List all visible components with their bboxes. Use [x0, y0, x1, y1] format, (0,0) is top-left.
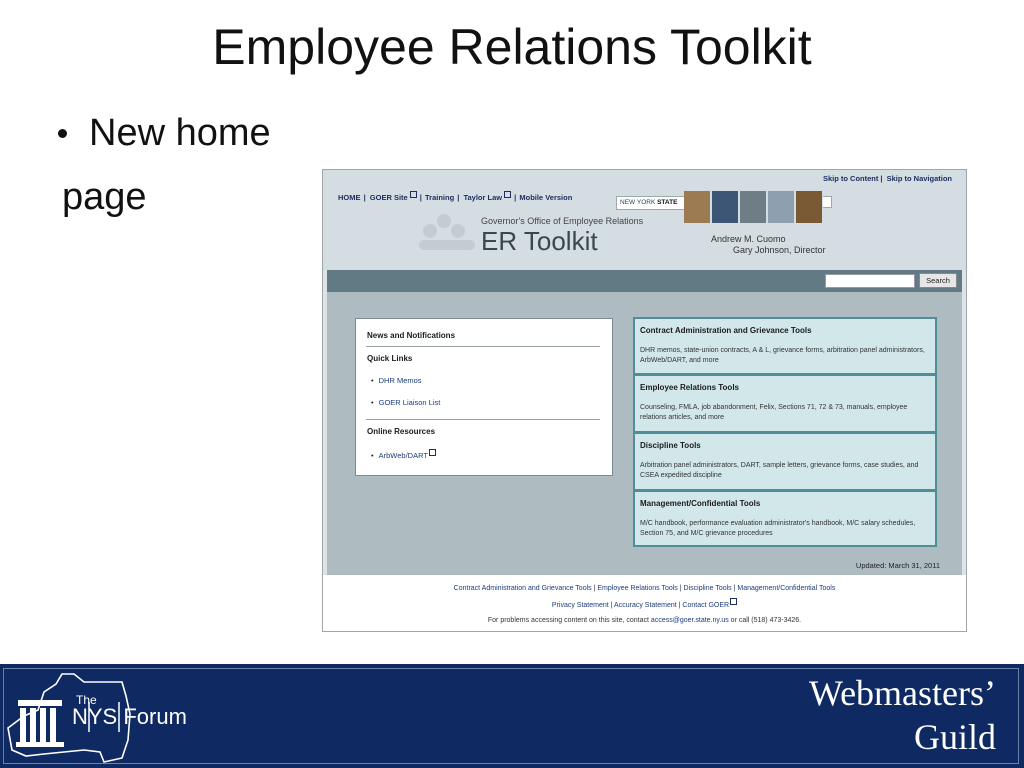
- footer-link-accuracy[interactable]: Accuracy Statement: [614, 602, 677, 609]
- tool-title-employee-relations[interactable]: Employee Relations Tools: [640, 383, 739, 392]
- guild-title-line-2: Guild: [913, 717, 996, 757]
- tool-card: [635, 319, 935, 373]
- header-photo: [740, 191, 766, 223]
- footer-link[interactable]: Discipline Tools: [683, 585, 732, 592]
- news-links-box: [355, 318, 613, 476]
- nav-home[interactable]: HOME: [338, 193, 361, 202]
- org-name: Governor's Office of Employee Relations: [481, 216, 644, 226]
- news-heading[interactable]: News and Notifications: [367, 331, 456, 340]
- quick-link-dhr-memos[interactable]: • DHR Memos: [371, 376, 422, 385]
- online-link-arbweb-dart[interactable]: • ArbWeb/DART: [371, 449, 436, 460]
- footer-links-row-1: Contract Administration and Grievance Tools | Employee Relations Tools | Discipline Tools | Management/Confidential Tools: [453, 585, 836, 592]
- tool-card: [635, 492, 935, 545]
- site-logo-title[interactable]: ER Toolkit: [481, 226, 598, 256]
- footer-link[interactable]: Employee Relations Tools: [597, 585, 678, 592]
- header-photo: [768, 191, 794, 223]
- footer-links-row-2: Privacy Statement | Accuracy Statement | Contact GOER: [323, 598, 966, 609]
- tool-card: [635, 434, 935, 489]
- tool-description: M/C handbook, performance evaluation administrator's handbook, M/C salary schedules, Section 75, and M/C grievance procedures: [640, 520, 916, 537]
- slide-title: Employee Relations Toolkit: [212, 19, 812, 75]
- tool-title-management-confidential[interactable]: Management/Confidential Tools: [640, 499, 761, 508]
- tool-description: DHR memos, state-union contracts, A & L, grievance forms, arbitration panel administrators, ArbWeb/DART, and more: [640, 347, 925, 364]
- skip-links: Skip to Content | Skip to Navigation: [822, 174, 952, 183]
- governor-name: Andrew M. Cuomo: [711, 234, 786, 244]
- header-photo-strip: [684, 191, 824, 223]
- footer-link[interactable]: Management/Confidential Tools: [737, 585, 836, 592]
- contact-email-link[interactable]: access@goer.state.ny.us: [650, 617, 729, 624]
- quick-link-goer-liaison-list[interactable]: • GOER Liaison List: [371, 398, 440, 407]
- updated-date: Updated: March 31, 2011: [855, 561, 940, 570]
- footer-link-contact[interactable]: Contact GOER: [682, 602, 737, 609]
- header-photo: [796, 191, 822, 223]
- bullet-text: New home: [89, 112, 271, 154]
- quick-links-heading: Quick Links: [367, 354, 413, 363]
- photo-strip-cap: [823, 196, 832, 208]
- bullet-continuation: page: [62, 176, 147, 218]
- bullet-dot-icon: [58, 129, 67, 138]
- skip-navigation-link[interactable]: Skip to Navigation: [886, 174, 952, 183]
- footer-contact: For problems accessing content on this site, contact access@goer.state.ny.us or call (518) 473-3426.: [487, 617, 802, 624]
- nav-taylor-law[interactable]: Taylor Law: [462, 193, 511, 202]
- director-name: Gary Johnson, Director: [733, 245, 826, 255]
- nav-training[interactable]: Training: [425, 193, 455, 202]
- footer-link-privacy[interactable]: Privacy Statement: [551, 602, 609, 609]
- divider: [366, 419, 600, 420]
- guild-title-line-1: Webmasters’: [808, 673, 996, 713]
- top-navigation: HOME | GOER Site | Training | Taylor Law | Mobile Version: [338, 193, 573, 202]
- external-link-icon: [410, 191, 417, 198]
- skip-content-link[interactable]: Skip to Content: [822, 174, 879, 183]
- external-link-icon: [730, 598, 737, 605]
- website-screenshot: [322, 169, 967, 632]
- bullet-item: [58, 112, 271, 155]
- nav-goer-site[interactable]: GOER Site: [369, 193, 417, 202]
- ny-state-badge[interactable]: NEW YORK STATE: [616, 196, 691, 210]
- external-link-icon: [429, 449, 436, 456]
- people-logo-icon: [419, 214, 477, 254]
- tools-panel: [633, 317, 937, 547]
- tool-title-contract-admin[interactable]: Contract Administration and Grievance Tools: [640, 326, 812, 335]
- header-photo: [684, 191, 710, 223]
- online-resources-heading: Online Resources: [367, 427, 436, 436]
- forum-name: NYS Forum: [72, 704, 187, 729]
- external-link-icon: [504, 191, 511, 198]
- divider: [366, 346, 600, 347]
- forum-the: The: [76, 693, 97, 707]
- tool-description: Arbitration panel administrators, DART, sample letters, grievance forms, case studies, and CSEA expedited discipline: [640, 462, 919, 479]
- search-input[interactable]: [825, 274, 915, 288]
- search-button[interactable]: Search: [919, 273, 957, 288]
- tool-description: Counseling, FMLA, job abandonment, Felix, Sections 71, 72 & 73, manuals, employee relations articles, and more: [640, 404, 908, 421]
- nav-mobile-version[interactable]: Mobile Version: [519, 193, 573, 202]
- tool-title-discipline[interactable]: Discipline Tools: [640, 441, 701, 450]
- header-photo: [712, 191, 738, 223]
- footer-link[interactable]: Contract Administration and Grievance Tools: [453, 585, 592, 592]
- tool-card: [635, 376, 935, 431]
- site-footer: [323, 575, 966, 631]
